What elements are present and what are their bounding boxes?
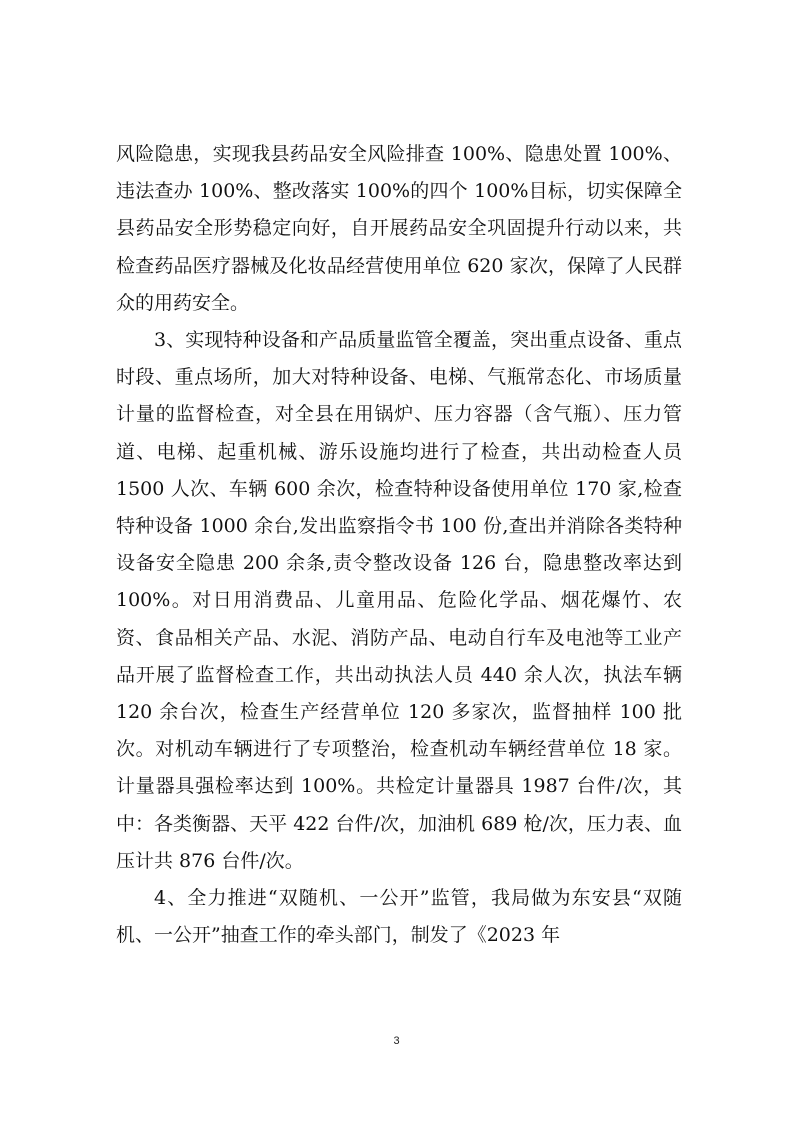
body-text	[116, 136, 682, 954]
paragraph-double-random: 4、全力推进“双随机、一公开”监管，我局做为东安县“双随机、一公开”抽查工作的牵头部门，制发了《2023 年	[116, 887, 682, 947]
paragraph-drug-safety-continued: 风险隐患，实现我县药品安全风险排查 100%、隐患处置 100%、违法查办 100%、整改落实 100%的四个 100%目标，切实保障全县药品安全形势稳定向好，自开展药品安全巩固提升行动以来，共检查药品医疗器械及化妆品经营使用单位 620 家次，保障了人民群众的用药安全。	[116, 143, 682, 314]
paragraph-special-equipment: 3、实现特种设备和产品质量监管全覆盖，突出重点设备、重点时段、重点场所，加大对特种设备、电梯、气瓶常态化、市场质量计量的监督检查，对全县在用锅炉、压力容器（含气瓶）、压力管道、电梯、起重机械、游乐设施均进行了检查，共出动检查人员 1500 人次、车辆 600 余次，检查特种设备使用单位 170 家,检查特种设备 1000 余台,发出监察指令书 100 份,查出并消除各类特种设备安全隐患 200 余条,责令整改设备 126 台，隐患整改率达到 100%。对日用消费品、儿童用品、危险化学品、烟花爆竹、农资、食品相关产品、水泥、消防产品、电动自行车及电池等工业产品开展了监督检查工作，共出动执法人员 440 余人次，执法车辆 120 余台次，检查生产经营单位 120 多家次，监督抽样 100 批次。对机动车辆进行了专项整治，检查机动车辆经营单位 18 家。计量器具强检率达到 100%。共检定计量器具 1987 台件/次，其中：各类衡器、天平 422 台件/次，加油机 689 枪/次，压力表、血压计共 876 台件/次。	[116, 329, 682, 872]
page-number: 3	[393, 1035, 400, 1047]
